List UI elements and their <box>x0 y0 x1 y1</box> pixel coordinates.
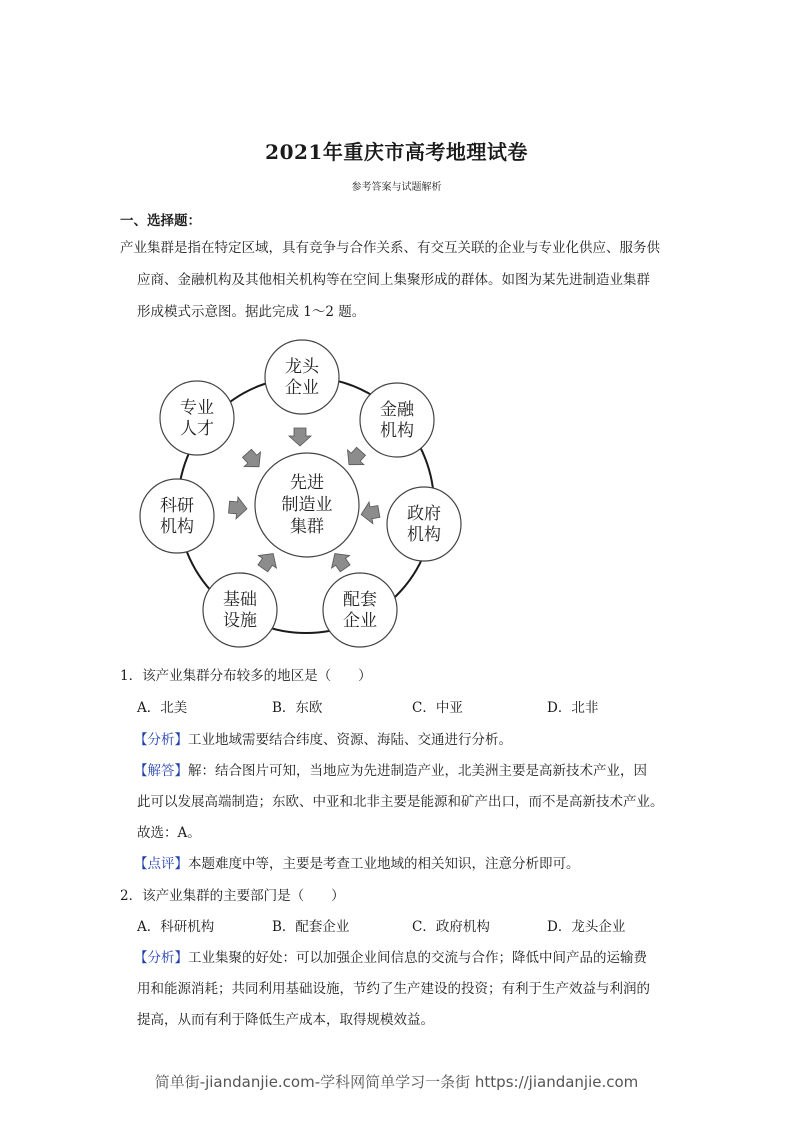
arrow-down-icon <box>289 428 311 446</box>
arrow-southwest-icon <box>341 444 369 472</box>
node-financial-institution <box>360 383 434 457</box>
node-label: 企业 <box>343 611 377 631</box>
answer-label: 【解答】 <box>134 763 188 779</box>
option-c: C．中亚 <box>412 700 463 716</box>
option-a: A．科研机构 <box>137 919 215 935</box>
intro-line: 产业集群是指在特定区域，具有竞争与合作关系、有交互关联的企业与专业化供应、服务供 <box>120 240 660 256</box>
node-label: 龙头 <box>285 357 319 377</box>
analysis-text: 用和能源消耗；共同利用基础设施，节约了生产建设的投资；有利于生产效益与利润的 <box>137 981 650 997</box>
comment-block <box>134 852 580 872</box>
footer-watermark: 简单街-jiandanjie.com-学科网简单学习一条街 https://jiandanjie.com <box>154 1073 639 1091</box>
question-stem: 1．该产业集群分布较多的地区是（ ） <box>120 668 372 684</box>
section-heading: 一、选择题： <box>120 213 201 229</box>
page-subtitle: 参考答案与试题解析 <box>351 182 442 193</box>
answer-text: 解：结合图片可知，当地应为先进制造产业，北美洲主要是高新技术产业，因 <box>188 763 647 779</box>
center-label: 制造业 <box>281 495 333 515</box>
center-node-advanced-manufacturing-cluster <box>255 453 359 557</box>
arrow-left-icon <box>359 501 381 526</box>
node-label: 配套 <box>343 590 377 610</box>
node-leading-enterprise <box>265 340 339 414</box>
node-label: 机构 <box>380 421 414 441</box>
option-b: B．东欧 <box>272 700 323 716</box>
analysis-text: 工业地域需要结合纬度、资源、海陆、交通进行分析。 <box>188 732 512 748</box>
node-research-institution <box>140 479 214 553</box>
option-b: B．配套企业 <box>272 919 350 935</box>
node-government-agency <box>387 487 461 561</box>
node-label: 科研 <box>160 496 194 516</box>
analysis-block <box>134 946 647 966</box>
node-label: 基础 <box>223 590 257 610</box>
arrow-right-icon <box>228 496 248 519</box>
node-label: 机构 <box>160 517 194 537</box>
arrow-southeast-icon <box>239 446 267 474</box>
node-professional-talent <box>160 381 234 455</box>
center-label: 集群 <box>290 517 324 537</box>
question-stem: 2．该产业集群的主要部门是（ ） <box>120 888 345 904</box>
analysis-text: 提高，从而有利于降低生产成本，取得规模效益。 <box>137 1012 434 1028</box>
option-a: A．北美 <box>137 700 188 716</box>
node-infrastructure <box>203 573 277 647</box>
arrow-up-right-icon <box>254 547 282 574</box>
answer-text: 故选：A。 <box>137 825 201 841</box>
option-c: C．政府机构 <box>412 919 490 935</box>
option-d: D．北非 <box>547 700 599 716</box>
analysis-label: 【分析】 <box>134 732 188 748</box>
comment-text: 本题难度中等，主要是考查工业地域的相关知识，注意分析即可。 <box>188 856 580 872</box>
answer-block <box>134 759 647 779</box>
analysis-block <box>134 728 512 748</box>
page-title: 2021年重庆市高考地理试卷 <box>265 140 528 164</box>
node-label: 机构 <box>407 525 441 545</box>
node-label: 设施 <box>223 611 257 631</box>
analysis-label: 【分析】 <box>134 950 188 966</box>
node-supporting-enterprise <box>323 573 397 647</box>
center-label: 先进 <box>290 473 324 493</box>
intro-line: 形成模式示意图。据此完成 1～2 题。 <box>137 304 366 320</box>
option-d: D．龙头企业 <box>547 919 626 935</box>
comment-label: 【点评】 <box>134 856 188 872</box>
node-label: 政府 <box>407 504 441 524</box>
intro-line: 应商、金融机构及其他相关机构等在空间上集聚形成的群体。如图为某先进制造业集群 <box>137 272 650 288</box>
node-label: 金融 <box>380 400 414 420</box>
answer-text: 此可以发展高端制造；东欧、中亚和北非主要是能源和矿产出口，而不是高新技术产业。 <box>137 794 664 810</box>
node-label: 企业 <box>285 378 319 398</box>
node-label: 专业 <box>180 398 214 418</box>
node-label: 人才 <box>180 419 214 439</box>
analysis-text: 工业集聚的好处：可以加强企业间信息的交流与合作；降低中间产品的运输费 <box>188 950 647 966</box>
